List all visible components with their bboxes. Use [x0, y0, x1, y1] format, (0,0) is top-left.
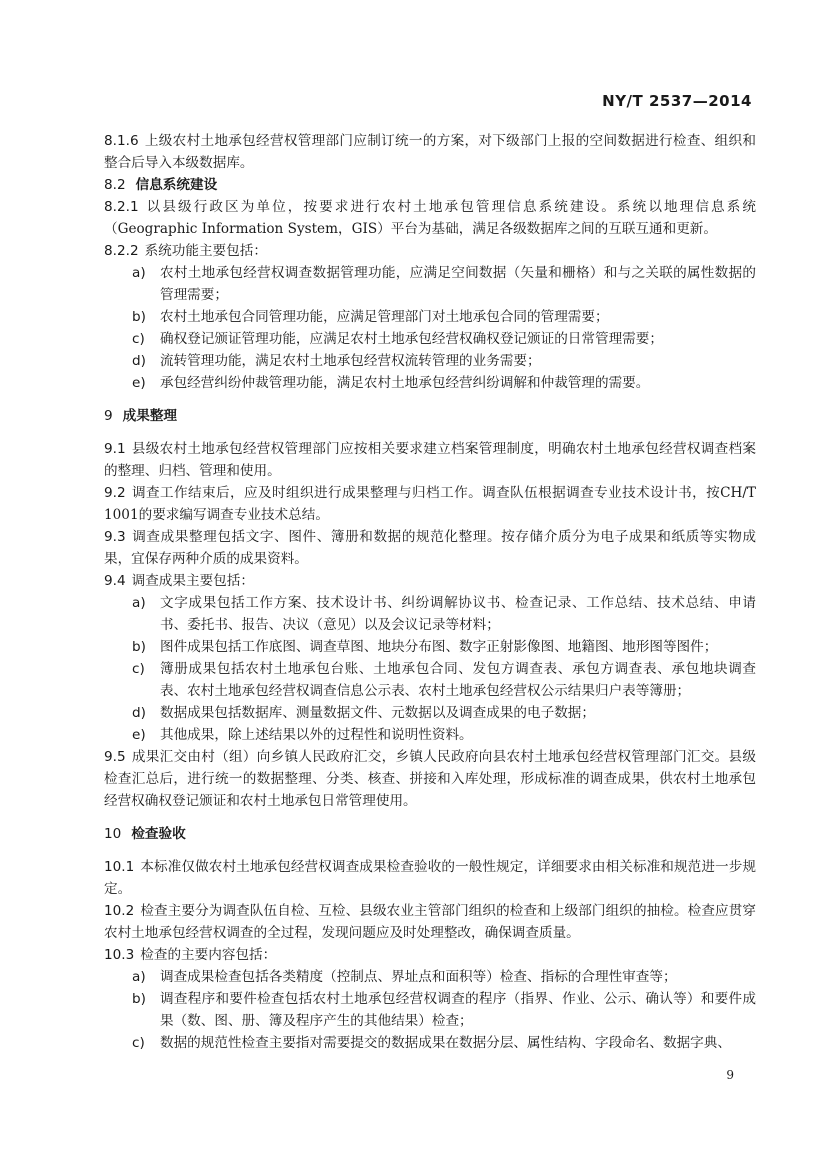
heading-text: 成果整理: [122, 408, 178, 424]
list-item: [104, 306, 756, 328]
list-item: [104, 658, 756, 702]
list-item-text: 调查成果检查包括各类精度（控制点、界址点和面积等）检查、指标的合理性审查等；: [160, 969, 677, 985]
clause-paragraph: [104, 130, 756, 174]
list-item-text: 调查程序和要件检查包括农村土地承包经营权调查的程序（指界、作业、公示、确认等）和要件成果（数、图、册、簿及程序产生的其他结果）检查；: [160, 991, 756, 1029]
clause-text: 以县级行政区为单位，按要求进行农村土地承包管理信息系统建设。系统以地理信息系统（Geographic Information System，GIS）平台为基础，满足各级数据库之间的互联互通和更新。: [104, 199, 756, 237]
clause-paragraph: [104, 482, 756, 526]
clause-number: 9.4: [104, 573, 126, 589]
list-item-label: e): [132, 375, 146, 391]
clause-paragraph: [104, 196, 756, 240]
clause-paragraph: [104, 900, 756, 944]
list-item: [104, 636, 756, 658]
clause-paragraph: [104, 438, 756, 482]
clause-text: 调查成果整理包括文字、图件、簿册和数据的规范化整理。按存储介质分为电子成果和纸质等实物成果，宜保存两种介质的成果资料。: [104, 529, 756, 567]
heading-text: 信息系统建设: [135, 177, 218, 193]
clause-paragraph: [104, 856, 756, 900]
clause-number: 10.2: [104, 903, 135, 919]
list-item: [104, 966, 756, 988]
clause-paragraph: [104, 526, 756, 570]
list-item-text: 确权登记颁证管理功能，应满足农村土地承包经营权确权登记颁证的日常管理需要；: [160, 331, 663, 347]
clause-text: 县级农村土地承包经营权管理部门应按相关要求建立档案管理制度，明确农村土地承包经营权调查档案的整理、归档、管理和使用。: [104, 441, 756, 479]
clause-text: 上级农村土地承包经营权管理部门应制订统一的方案，对下级部门上报的空间数据进行检查、组织和整合后导入本级数据库。: [104, 133, 756, 171]
clause-paragraph: [104, 944, 756, 966]
list-item: [104, 702, 756, 724]
list-item: [104, 372, 756, 394]
clause-text: 本标准仅做农村土地承包经营权调查成果检查验收的一般性规定，详细要求由相关标准和规范进一步规定。: [104, 859, 756, 897]
clause-number: 8.2: [104, 177, 126, 193]
list-item: [104, 328, 756, 350]
clause-number: 9.2: [104, 485, 126, 501]
list-item-label: a): [132, 969, 146, 985]
clause-number: 9.5: [104, 749, 126, 765]
list-item-text: 数据的规范性检查主要指对需要提交的数据成果在数据分层、属性结构、字段命名、数据字典、: [160, 1035, 731, 1051]
list-item-text: 其他成果，除上述结果以外的过程性和说明性资料。: [160, 727, 473, 743]
page-number: 9: [726, 1068, 734, 1082]
list-item-label: c): [132, 331, 145, 347]
list-item: [104, 592, 756, 636]
clause-number: 8.1.6: [104, 133, 139, 149]
clause-number: 10: [104, 826, 122, 842]
section-heading: [104, 174, 756, 196]
clause-number: 9.3: [104, 529, 126, 545]
chapter-heading: [104, 823, 756, 845]
list-item: [104, 988, 756, 1032]
clause-number: 8.2.2: [104, 243, 139, 259]
list-item-text: 图件成果包括工作底图、调查草图、地块分布图、数字正射影像图、地籍图、地形图等图件；: [160, 639, 718, 655]
clause-paragraph: [104, 240, 756, 262]
list-item: [104, 1032, 756, 1054]
list-item-text: 农村土地承包经营权调查数据管理功能，应满足空间数据（矢量和栅格）和与之关联的属性数据的管理需要；: [160, 265, 756, 303]
list-item: [104, 350, 756, 372]
list-item-label: d): [132, 705, 146, 721]
clause-paragraph: [104, 570, 756, 592]
list-item-text: 农村土地承包合同管理功能，应满足管理部门对土地承包合同的管理需要；: [160, 309, 609, 325]
document-body: [104, 130, 756, 1054]
list-item-text: 簿册成果包括农村土地承包台账、土地承包合同、发包方调查表、承包方调查表、承包地块调查表、农村土地承包经营权调查信息公示表、农村土地承包经营权公示结果归户表等簿册；: [160, 661, 756, 699]
list-item-label: e): [132, 727, 146, 743]
clause-text: 检查主要分为调查队伍自检、互检、县级农业主管部门组织的检查和上级部门组织的抽检。检查应贯穿农村土地承包经营权调查的全过程，发现问题应及时处理整改，确保调查质量。: [104, 903, 756, 941]
list-item-label: b): [132, 639, 146, 655]
chapter-heading: [104, 405, 756, 427]
clause-number: 8.2.1: [104, 199, 139, 215]
list-item-label: c): [132, 661, 145, 677]
clause-paragraph: [104, 746, 756, 812]
list-item-text: 流转管理功能，满足农村土地承包经营权流转管理的业务需要；: [160, 353, 541, 369]
clause-number: 10.3: [104, 947, 135, 963]
list-item: [104, 262, 756, 306]
list-item-label: b): [132, 309, 146, 325]
list-item: [104, 724, 756, 746]
clause-number: 9.1: [104, 441, 126, 457]
clause-text: 检查的主要内容包括：: [140, 947, 277, 963]
standard-code: NY/T 2537—2014: [602, 92, 752, 110]
clause-text: 系统功能主要包括：: [144, 243, 267, 259]
clause-number: 10.1: [104, 859, 135, 875]
list-item-label: c): [132, 1035, 145, 1051]
list-item-text: 文字成果包括工作方案、技术设计书、纠纷调解协议书、检查记录、工作总结、技术总结、申请书、委托书、报告、决议（意见）以及会议记录等材料；: [160, 595, 756, 633]
clause-text: 调查工作结束后，应及时组织进行成果整理与归档工作。调查队伍根据调查专业技术设计书，按CH/T 1001的要求编写调查专业技术总结。: [104, 485, 756, 523]
list-item-label: a): [132, 595, 146, 611]
clause-number: 9: [104, 408, 113, 424]
list-item-text: 承包经营纠纷仲裁管理功能，满足农村土地承包经营纠纷调解和仲裁管理的需要。: [160, 375, 650, 391]
clause-text: 成果汇交由村（组）向乡镇人民政府汇交，乡镇人民政府向县农村土地承包经营权管理部门汇交。县级检查汇总后，进行统一的数据整理、分类、核查、拼接和入库处理，形成标准的调查成果，供农村土地承包经营权确权登记颁证和农村土地承包日常管理使用。: [104, 749, 756, 809]
list-item-label: a): [132, 265, 146, 281]
list-item-label: b): [132, 991, 146, 1007]
list-item-text: 数据成果包括数据库、测量数据文件、元数据以及调查成果的电子数据；: [160, 705, 595, 721]
list-item-label: d): [132, 353, 146, 369]
clause-text: 调查成果主要包括：: [131, 573, 254, 589]
heading-text: 检查验收: [131, 826, 186, 842]
